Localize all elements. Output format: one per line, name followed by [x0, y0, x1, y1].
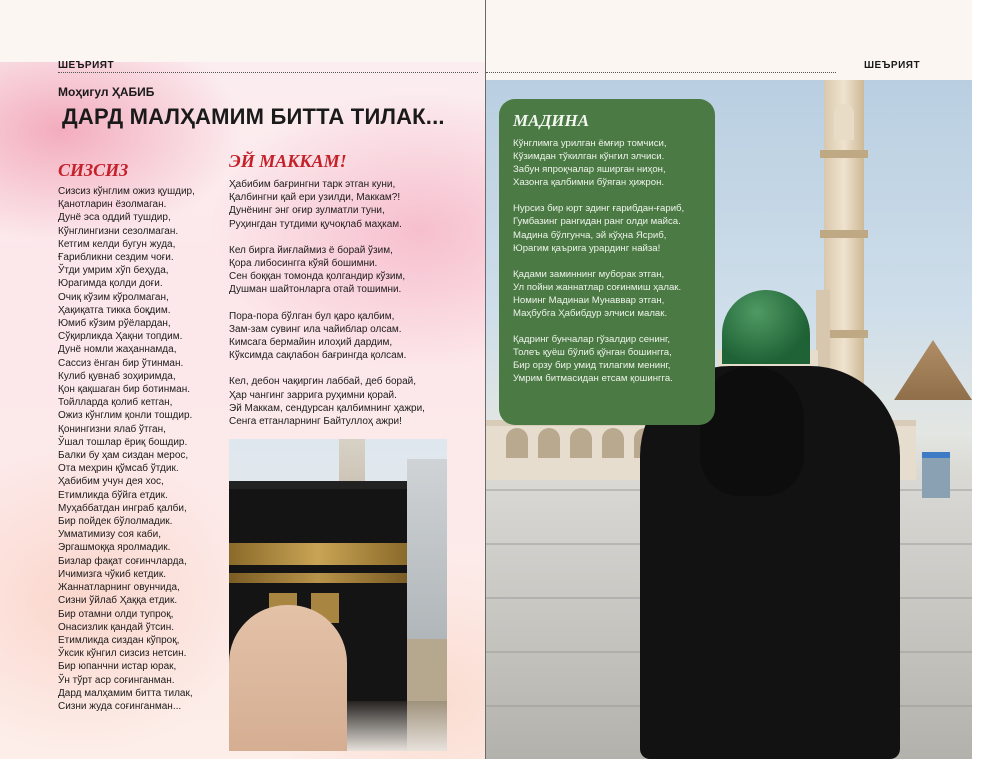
poem-line: Дунё эса оддий тушдир, — [58, 212, 171, 224]
woman-head-shape — [700, 366, 804, 496]
poem-line: Қанотларин ёзолмаган. — [58, 199, 167, 211]
poem-line: Юрагим қаърига урардинг найза! — [513, 242, 661, 254]
arch-shape — [506, 428, 528, 458]
stanza-gap — [513, 189, 701, 202]
kaaba-gold-band-lower — [229, 573, 407, 583]
poem-line: Эргашмоққа яролмадик. — [58, 542, 171, 554]
poem-title-sizsiz: СИЗСИЗ — [58, 160, 129, 180]
arch-shape — [570, 428, 592, 458]
poem-line: Ўтди умрим хўп беҳуда, — [58, 265, 169, 277]
umbrella-shape — [894, 340, 972, 400]
poem-line: Ҳабибим бағрингни тарк этган куни, — [229, 179, 396, 190]
poem-line: Умматимизу соя каби, — [58, 529, 161, 541]
poem-line: Ул пойни жаннатлар соғинмиш ҳалак. — [513, 281, 682, 293]
poem-line: Сенга етганларнинг Байтуллоҳ ажри! — [229, 416, 402, 428]
poem-line: Сизни жуда соғинганман... — [58, 700, 182, 712]
stanza-gap — [229, 297, 425, 310]
poem-line: Кел, дебон чақиргин лаббай, деб борай, — [229, 376, 417, 388]
poem-line: Гумбазинг рангидан ранг олди майса. — [513, 216, 681, 228]
poem-line: Етимликда бўйга етдик. — [58, 489, 168, 501]
section-label-left: ШЕЪРИЯТ — [58, 60, 115, 71]
poem-line: Ўшал тошлар ёриқ бошдир. — [58, 436, 188, 448]
poem-line: Ҳақиқатга тикка боқдим. — [58, 304, 171, 316]
poem-line: Бизлар фақат соғинчларда, — [58, 555, 187, 567]
poem-line: Онасизлик қандай ўтсин. — [58, 621, 175, 633]
header-rule-right — [486, 72, 836, 73]
author-name: Моҳигул ҲАБИБ — [58, 85, 155, 99]
minaret-band — [820, 230, 868, 238]
poem-line: Дард малҳамим битта тилак, — [58, 687, 193, 699]
poem-title-ey-makkam: ЭЙ МАККАМ! — [229, 151, 347, 171]
poem-line: Номинг Мадинаи Мунаввар этган, — [513, 294, 665, 306]
poem-title-madina: МАДИНА — [513, 111, 590, 130]
poem-line: Сўқирликда Ҳақни топдим. — [58, 331, 183, 343]
poem-line: Нурсиз бир юрт эдинг ғарибдан-ғариб, — [513, 203, 685, 215]
poem-line: Ўн тўрт аср соғинганман. — [58, 674, 175, 686]
left-page-top-band — [0, 0, 485, 62]
poem-line: Кетгим келди бугун жуда, — [58, 238, 176, 250]
poem-line: Қора либосингга кўяй бошимни. — [229, 258, 378, 270]
poem-line: Юмиб кўзим рўёлардан, — [58, 318, 171, 330]
poem-line: Қадами заминнинг муборак этган, — [513, 268, 665, 280]
poem-line: Дунёнинг энг оғир зулматли туни, — [229, 205, 385, 217]
kiosk-shape — [922, 452, 950, 498]
poem-line: Кўзимдан тўкилган кўнгил элчиси. — [513, 151, 665, 163]
poem-line: Қонингизни ялаб ўтган, — [58, 423, 166, 435]
poem-line: Қалбингни қай ери узилди, Маккам?! — [229, 192, 401, 204]
poem-line: Ғарибликни сездим чоғи. — [58, 252, 174, 264]
poem-line: Зам-зам сувинг ила чайиблар олсам. — [229, 323, 402, 335]
minaret-band — [820, 150, 868, 158]
poem-line: Маҳбубга Ҳабибдур элчиси малак. — [513, 308, 668, 320]
poem-line: Бир орзу бир умид тилагим менинг, — [513, 360, 671, 372]
poem-line: Бир юпанчни истар юрак, — [58, 661, 177, 673]
poem-madina — [513, 137, 701, 386]
section-label-right: ШЕЪРИЯТ — [864, 60, 921, 71]
left-page — [0, 0, 485, 759]
poem-line: Бир пойдек бўлолмадик. — [58, 516, 173, 528]
poem-ey-makkam — [229, 178, 425, 428]
right-page — [486, 0, 972, 759]
poem-line: Эй Маккам, сендурсан қалбимнинг ҳажри, — [229, 402, 425, 414]
minaret-top-shape — [834, 104, 854, 140]
poem-line: Мадина бўлгунча, эй кўҳна Ясриб, — [513, 229, 667, 241]
poem-line: Ичимизга чўкиб кетдик. — [58, 568, 167, 580]
poem-line: Кўнглимга урилган ёмғир томчиси, — [513, 138, 667, 149]
woman-hijab-shape — [229, 605, 347, 751]
poem-line: Сассиз ёнган бир ўтинман. — [58, 357, 184, 369]
poem-box-madina — [499, 99, 715, 425]
poem-line: Кулиб қувнаб зоҳиримда, — [58, 370, 176, 382]
poem-line: Сен боққан томонда қолгандир кўзим, — [229, 271, 406, 283]
arch-shape — [602, 428, 624, 458]
article-title: ДАРД МАЛҲАМИМ БИТТА ТИЛАК... — [62, 104, 445, 129]
poem-line: Қон қақшаган бир ботинман. — [58, 384, 191, 396]
poem-line: Очиқ кўзим кўролмаган, — [58, 291, 169, 303]
poem-line: Муҳаббатдан инграб қалби, — [58, 502, 187, 514]
crowd-shape — [339, 701, 447, 751]
poem-line: Кўксимда сақлабон бағрингда қолсам. — [229, 350, 407, 362]
arch-shape — [538, 428, 560, 458]
kaaba-gold-band — [229, 543, 407, 565]
poem-line: Сизни ўйлаб Ҳаққа етдик. — [58, 595, 178, 607]
poem-line: Ўксик кўнгил сизсиз нетсин. — [58, 648, 187, 660]
poem-sizsiz — [58, 185, 195, 713]
stanza-gap — [229, 231, 425, 244]
poem-line: Умрим битмасидан етсам қошингга. — [513, 373, 673, 385]
poem-line: Кўнглингизни сезолмаган. — [58, 225, 179, 237]
poem-line: Балки бу ҳам сиздан мерос, — [58, 450, 189, 462]
stanza-gap — [513, 320, 701, 333]
stanza-gap — [513, 255, 701, 268]
poem-line: Душман шайтонларга отай тошимни. — [229, 284, 402, 296]
poem-line: Етимликда сиздан кўпроқ, — [58, 634, 180, 646]
kaaba-photo — [229, 439, 447, 751]
poem-line: Толеъ қуёш бўлиб қўнган бошингга, — [513, 347, 672, 359]
poem-line: Ожиз кўнглим қонли тошдир. — [58, 410, 193, 422]
green-dome-shape — [722, 290, 810, 364]
poem-line: Дунё номли жаҳаннамда, — [58, 344, 177, 356]
poem-line: Жаннатларнинг овунчида, — [58, 582, 180, 594]
poem-line: Юрагимда қолди доғи. — [58, 278, 163, 290]
header-rule-left — [58, 72, 478, 73]
poem-line: Ҳар чангинг заррига руҳимни қорай. — [229, 389, 397, 401]
poem-line: Ота меҳрин қўмсаб ўтдик. — [58, 463, 179, 475]
poem-line: Тойлларда қолиб кетган, — [58, 397, 173, 409]
poem-line: Хазонга қалбимни бўяган ҳижрон. — [513, 177, 665, 189]
poem-line: Ҳабибим учун дея хос, — [58, 476, 164, 488]
poem-line: Қадринг бунчалар гўзалдир сенинг, — [513, 334, 670, 346]
poem-line: Пора-пора бўлган бул қаро қалбим, — [229, 310, 395, 322]
poem-line: Забун япроқчалар яширган ниҳон, — [513, 164, 666, 176]
poem-line: Бир отамни олди тупроқ, — [58, 608, 174, 620]
poem-line: Сизсиз кўнглим ожиз қушдир, — [58, 186, 195, 197]
stanza-gap — [229, 362, 425, 375]
poem-line: Руҳингдан тутдими қучоқлаб маҳкам. — [229, 218, 402, 230]
poem-line: Кимсага бермайин илоҳий дардим, — [229, 337, 393, 349]
poem-line: Кел бирга йиғлаймиз ё борай ўзим, — [229, 244, 393, 256]
